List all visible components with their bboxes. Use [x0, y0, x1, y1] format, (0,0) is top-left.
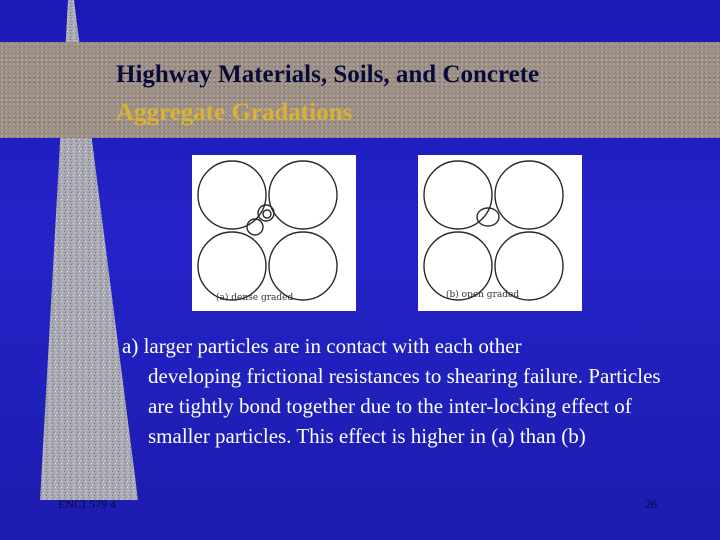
title-band	[0, 42, 720, 138]
slide-subtitle: Aggregate Gradations	[116, 99, 353, 126]
open-graded-figure	[418, 155, 582, 311]
dense-graded-figure	[192, 155, 356, 311]
course-code: ENCI 579 4	[58, 497, 116, 511]
body-paragraph	[122, 331, 682, 451]
slide-title: Highway Materials, Soils, and Concrete	[116, 61, 540, 88]
body-line-1: a) larger particles are in contact with each other	[122, 334, 522, 358]
body-continuation: developing frictional resistances to shearing failure. Particles are tightly bond together due to the inter-locking effect of smaller particles. This effect is higher in (a) than (b)	[148, 364, 661, 448]
figure-a-caption: (a) dense graded	[216, 293, 294, 303]
page-number: 26	[645, 497, 657, 511]
figure-b-caption: (b) open graded	[446, 290, 520, 300]
